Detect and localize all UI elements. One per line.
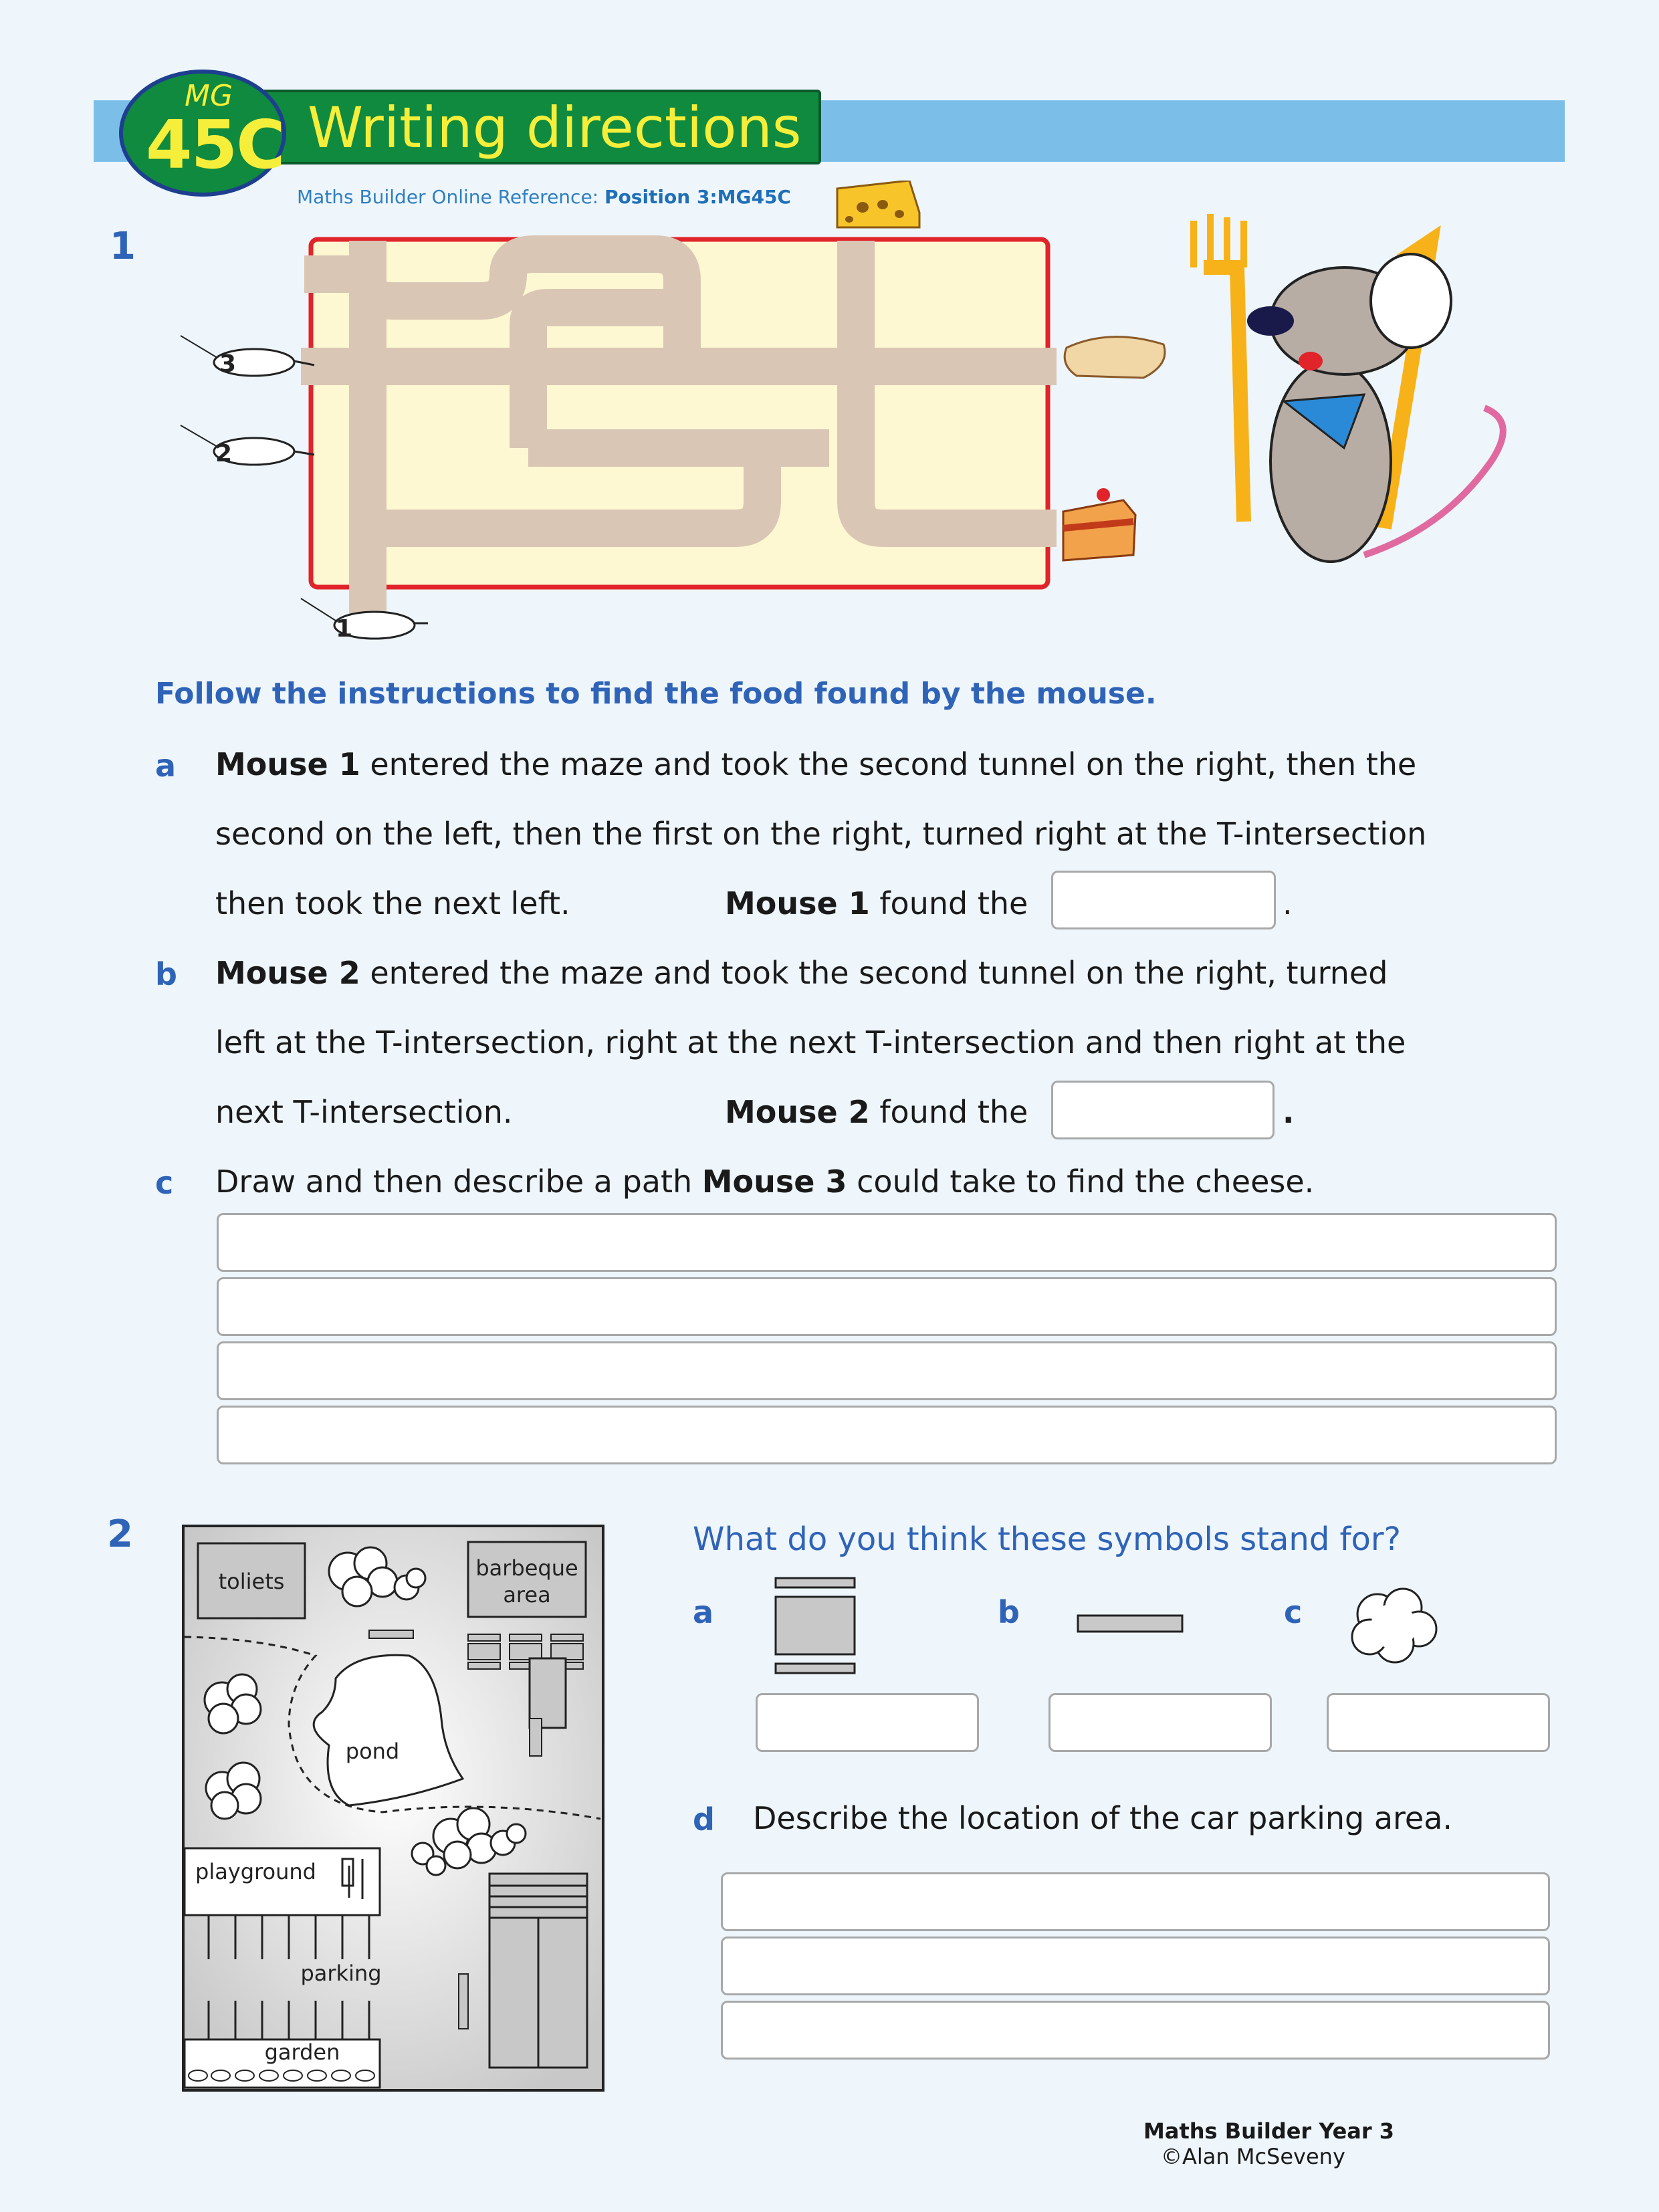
q2a-letter: a <box>693 1594 714 1630</box>
ref-value: Position 3:MG45C <box>604 186 791 208</box>
ref-label: Maths Builder Online Reference: <box>297 186 599 208</box>
q1b-period: . <box>1283 1094 1295 1130</box>
map-label-pond: pond <box>345 1739 400 1764</box>
q1c-answer-line-4[interactable] <box>217 1406 1557 1464</box>
q1a-line-3: then took the next left. <box>215 885 570 921</box>
mouse-2-label: 2 <box>215 440 233 467</box>
q1b-found-text: found the <box>869 1094 1028 1130</box>
map-label-toilets: toliets <box>218 1569 285 1594</box>
q1b-mouse-name: Mouse 2 <box>215 955 360 991</box>
q2d-answer-line-3[interactable] <box>721 2001 1550 2060</box>
q1c-text-pre: Draw and then describe a path <box>215 1164 702 1200</box>
map-label-playground: playground <box>195 1859 316 1884</box>
q2b-answer-box[interactable] <box>1048 1693 1272 1752</box>
q1b-letter: b <box>155 956 177 992</box>
q2d-answer-line-2[interactable] <box>721 1937 1550 1995</box>
mouse-2 <box>181 425 314 467</box>
q1a-answer-box[interactable] <box>1051 871 1276 929</box>
map-sign <box>530 1719 542 1756</box>
q2d-text: Describe the location of the car parking area. <box>753 1800 1453 1836</box>
q1c-mouse-name: Mouse 3 <box>701 1164 847 1200</box>
cake-icon <box>1063 488 1135 560</box>
map-sign-2 <box>459 1974 468 2029</box>
badge-code: 45C <box>146 106 284 184</box>
map-label-barbeque: barbeque <box>475 1555 578 1581</box>
q1a-found <box>725 885 1028 921</box>
page-title: Writing directions <box>308 95 802 160</box>
q2a-table-symbol-icon <box>773 1575 857 1676</box>
q1a-found-text: found the <box>869 885 1028 921</box>
q2c-letter: c <box>1284 1594 1303 1630</box>
cheese-icon <box>837 181 919 227</box>
map-label-parking: parking <box>300 1961 382 1986</box>
q1a-mouse-name: Mouse 1 <box>215 746 360 782</box>
map-label-garden: garden <box>264 2039 340 2065</box>
maze-illustration <box>160 181 1538 662</box>
q1b-line-1 <box>215 955 1388 991</box>
q2b-bench-symbol-icon <box>1075 1613 1185 1634</box>
q1a-period: . <box>1283 885 1293 921</box>
q1a-text-1: entered the maze and took the second tunnel on the right, then the <box>360 746 1417 782</box>
mouse-3-label: 3 <box>219 350 237 378</box>
q1c-answer-line-1[interactable] <box>217 1213 1557 1272</box>
q2d-answer-line-1[interactable] <box>721 1872 1550 1931</box>
q1a-line-1 <box>215 746 1417 782</box>
q2c-tree-symbol-icon <box>1348 1585 1439 1665</box>
q1a-letter: a <box>155 748 177 784</box>
q1c-line <box>215 1164 1315 1200</box>
q2c-answer-box[interactable] <box>1327 1693 1550 1752</box>
map-label-area: area <box>503 1582 551 1608</box>
q2-question: What do you think these symbols stand for? <box>693 1521 1402 1558</box>
map-bench <box>369 1630 413 1638</box>
q2a-answer-box[interactable] <box>756 1693 979 1752</box>
q1b-answer-box[interactable] <box>1051 1081 1275 1139</box>
q2b-letter: b <box>998 1594 1020 1630</box>
mouse-3 <box>181 336 314 378</box>
q2d-letter: d <box>693 1801 715 1838</box>
q1b-line-2: left at the T-intersection, right at the next T-intersection and then right at the <box>215 1024 1406 1061</box>
question-1-number: 1 <box>110 225 136 268</box>
q1c-answer-line-3[interactable] <box>217 1341 1557 1400</box>
q1b-found <box>725 1094 1028 1130</box>
question-2-number: 2 <box>107 1513 133 1556</box>
q1-instruction: Follow the instructions to find the food found by the mouse. <box>155 677 1157 711</box>
badge-prefix: MG <box>185 79 233 113</box>
q1c-text-post: could take to find the cheese. <box>847 1164 1315 1200</box>
footer-book: Maths Builder Year 3 <box>1143 2118 1395 2144</box>
park-map <box>182 1525 604 2092</box>
mouse-1-label: 1 <box>336 615 353 643</box>
q1b-line-3: next T-intersection. <box>215 1094 513 1130</box>
bread-icon <box>1065 337 1165 378</box>
q1c-letter: c <box>155 1165 174 1201</box>
map-building-small <box>530 1658 566 1728</box>
q1c-answer-line-2[interactable] <box>217 1277 1557 1336</box>
q1a-found-mouse: Mouse 1 <box>725 885 870 921</box>
q1a-line-2: second on the left, then the first on the right, turned right at the T-intersection <box>215 816 1427 852</box>
cartoon-mouse-icon <box>1194 214 1503 562</box>
footer-copyright: ©Alan McSeveny <box>1161 2144 1345 2169</box>
q1b-text-1: entered the maze and took the second tunnel on the right, turned <box>360 955 1388 991</box>
q1b-found-mouse: Mouse 2 <box>725 1094 870 1130</box>
